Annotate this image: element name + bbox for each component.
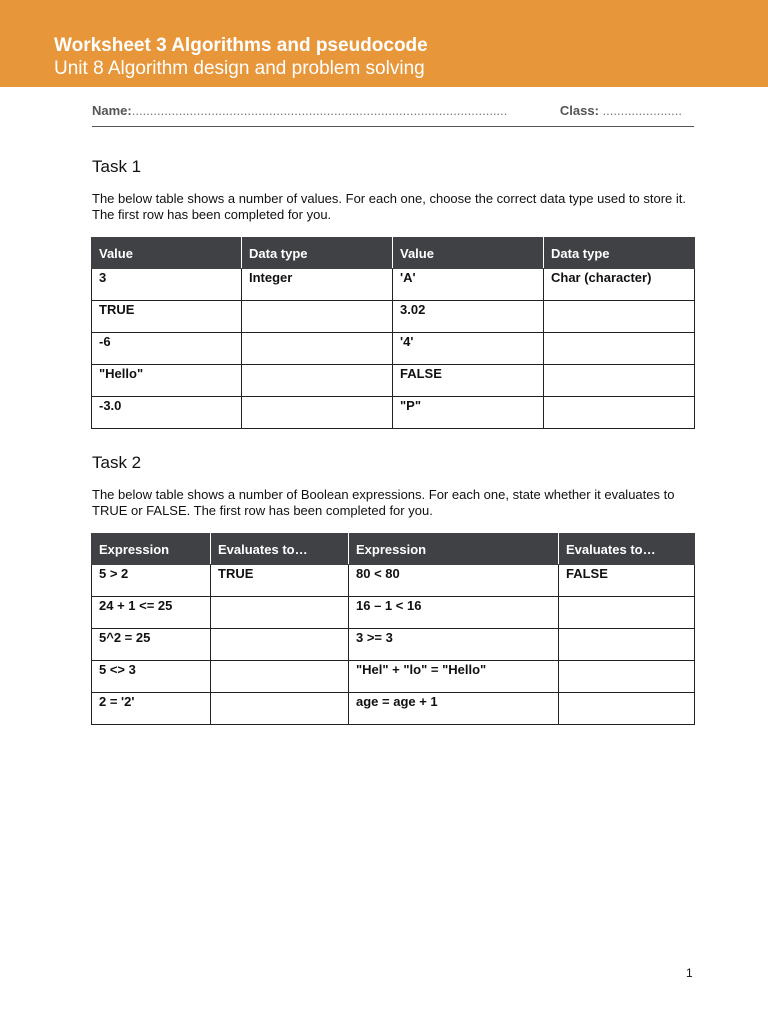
answer-cell[interactable] — [544, 397, 695, 429]
answer-cell[interactable] — [242, 333, 393, 365]
answer-cell[interactable] — [211, 693, 349, 725]
answer-cell[interactable] — [211, 661, 349, 693]
answer-cell[interactable] — [559, 693, 695, 725]
column-header: Evaluates to… — [211, 534, 349, 565]
table-row — [92, 693, 695, 725]
table-row — [92, 661, 695, 693]
value-cell: "Hello" — [92, 365, 242, 397]
value-cell: -3.0 — [92, 397, 242, 429]
expression-cell: 5^2 = 25 — [92, 629, 211, 661]
column-header: Value — [92, 238, 242, 269]
table-row — [92, 565, 695, 597]
worksheet-title: Worksheet 3 Algorithms and pseudocode — [54, 35, 428, 56]
table-row — [92, 269, 695, 301]
table-row — [92, 397, 695, 429]
name-divider — [92, 126, 694, 127]
task2-table — [91, 533, 695, 725]
answer-cell[interactable] — [242, 397, 393, 429]
value-cell: 'A' — [393, 269, 544, 301]
expression-cell: 2 = '2' — [92, 693, 211, 725]
answer-cell[interactable] — [544, 365, 695, 397]
answer-cell[interactable] — [242, 365, 393, 397]
answer-cell[interactable]: Integer — [242, 269, 393, 301]
column-header: Expression — [349, 534, 559, 565]
answer-cell[interactable] — [559, 661, 695, 693]
name-class-line — [92, 103, 694, 123]
class-group — [560, 103, 682, 118]
table-row — [92, 301, 695, 333]
task2-heading: Task 2 — [92, 453, 142, 472]
value-cell: '4' — [393, 333, 544, 365]
expression-cell: 5 <> 3 — [92, 661, 211, 693]
column-header: Data type — [242, 238, 393, 269]
expression-cell: 5 > 2 — [92, 565, 211, 597]
answer-cell[interactable] — [559, 629, 695, 661]
table-row — [92, 629, 695, 661]
name-label: Name: — [92, 103, 132, 118]
answer-cell[interactable] — [544, 301, 695, 333]
table-header-row — [92, 238, 695, 269]
answer-cell[interactable]: Char (character) — [544, 269, 695, 301]
task1-heading: Task 1 — [92, 157, 142, 176]
column-header: Expression — [92, 534, 211, 565]
task1-table — [91, 237, 695, 429]
answer-cell[interactable] — [544, 333, 695, 365]
value-cell: 3 — [92, 269, 242, 301]
name-field[interactable]: ........................................................................................................ — [131, 103, 508, 118]
table-row — [92, 333, 695, 365]
table-row — [92, 597, 695, 629]
value-cell: FALSE — [393, 365, 544, 397]
page-number: 1 — [686, 966, 693, 980]
table-row — [92, 365, 695, 397]
column-header: Evaluates to… — [559, 534, 695, 565]
task2-description: The below table shows a number of Boolean expressions. For each one, state whether it evaluates to TRUE or FALSE. The first row has been completed for you. — [92, 487, 675, 518]
expression-cell: 80 < 80 — [349, 565, 559, 597]
worksheet-subtitle: Unit 8 Algorithm design and problem solving — [54, 58, 425, 79]
answer-cell[interactable]: FALSE — [559, 565, 695, 597]
value-cell: -6 — [92, 333, 242, 365]
answer-cell[interactable] — [211, 597, 349, 629]
task1-description: The below table shows a number of values. For each one, choose the correct data type used to store it. The first row has been completed for you. — [92, 191, 687, 222]
value-cell: TRUE — [92, 301, 242, 333]
class-label: Class: — [559, 103, 599, 118]
class-field[interactable]: ...................... — [602, 103, 682, 118]
answer-cell[interactable] — [242, 301, 393, 333]
expression-cell: 3 >= 3 — [349, 629, 559, 661]
answer-cell[interactable]: TRUE — [211, 565, 349, 597]
expression-cell: "Hel" + "lo" = "Hello" — [349, 661, 559, 693]
column-header: Data type — [544, 238, 695, 269]
answer-cell[interactable] — [211, 629, 349, 661]
expression-cell: 24 + 1 <= 25 — [92, 597, 211, 629]
table-header-row — [92, 534, 695, 565]
column-header: Value — [393, 238, 544, 269]
answer-cell[interactable] — [559, 597, 695, 629]
value-cell: "P" — [393, 397, 544, 429]
expression-cell: 16 – 1 < 16 — [349, 597, 559, 629]
expression-cell: age = age + 1 — [349, 693, 559, 725]
value-cell: 3.02 — [393, 301, 544, 333]
